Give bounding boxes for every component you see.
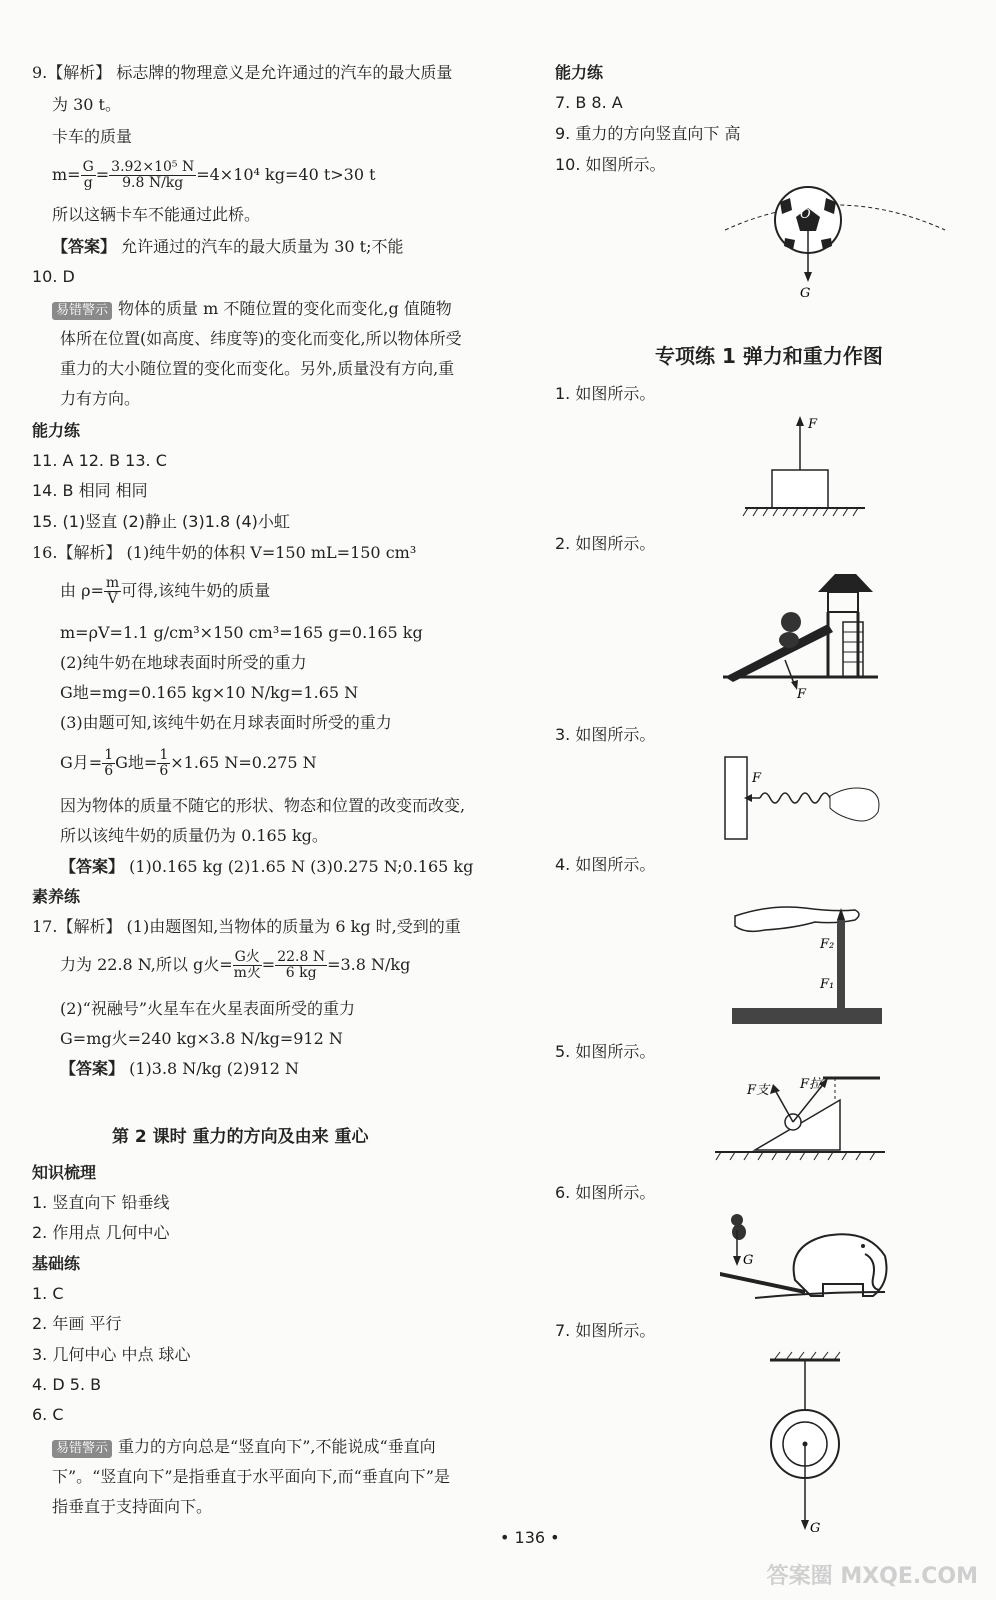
q16-line8: 因为物体的质量不随它的形状、物态和位置的改变而改变, [60,796,466,815]
ability-title: 能力练 [32,421,81,440]
q11-13: 11. A 12. B 13. C [32,451,167,470]
answer-10: 10. 如图所示。 [555,155,666,174]
q17-line3: (2)“祝融号”火星车在火星表面所受的重力 [60,999,356,1018]
q16-line5: G地=mg=0.165 kg×10 N/kg=1.65 N [60,683,359,702]
q9-answer: 【答案】 允许通过的汽车的最大质量为 30 t;不能 [52,237,404,256]
q9-line5: 所以这辆卡车不能通过此桥。 [52,205,261,224]
warn1-line3: 重力的大小随位置的变化而变化。另外,质量没有方向,重 [60,359,455,378]
q16-answer: 【答案】 (1)0.165 kg (2)1.65 N (3)0.275 N;0.165 kg [60,857,474,876]
q16-line2: 由 ρ= $\frac{m}{V}$ 可得,该纯牛奶的质量 [60,575,271,607]
label-F2: F₂ [820,937,835,952]
q9-formula: m= $\frac{G}{g}$ = $\frac{\text{3.92×10⁵ N}}{9.8 N/kg}$ =4×10⁴ kg=40 t>30 t [52,159,376,191]
basic-title: 基础练 [32,1254,81,1273]
item-1: 1. 如图所示。 [555,384,656,403]
right-ability-title: 能力练 [555,63,604,82]
basic-3: 3. 几何中心 中点 球心 [32,1345,191,1364]
q16-line7: G月= $\frac{1}{6}$ G地= $\frac{1}{6}$ ×1.65 N=0.275 N [60,747,317,779]
q9-line3: 卡车的质量 [52,127,133,146]
q15: 15. (1)竖直 (2)静止 (3)1.8 (4)小虹 [32,512,290,531]
block-on-ground-figure [740,412,940,522]
label-G: G [743,1253,754,1268]
label-F: F [752,771,762,786]
q16-line1: 16.【解析】 (1)纯牛奶的体积 V=150 mL=150 cm³ [32,543,417,562]
warn-badge: 易错警示 [52,302,112,320]
label-F: F [797,687,807,702]
warn-badge: 易错警示 [52,1440,112,1458]
knowledge-title: 知识梳理 [32,1163,97,1182]
q9-line2: 为 30 t。 [52,95,121,114]
hanging-disc-figure [760,1350,870,1540]
q17-line2: 力为 22.8 N,所以 g火= $\frac{\text{G火}}{\text{m火}}$ = $\frac{22.8 N}{6 kg}$ =3.8 N/kg [60,949,411,981]
q17-answer: 【答案】 (1)3.8 N/kg (2)912 N [60,1059,300,1078]
literacy-title: 素养练 [32,887,81,906]
q16-line3: m=ρV=1.1 g/cm³×150 cm³=165 g=0.165 kg [60,623,423,642]
item-7: 7. 如图所示。 [555,1321,656,1340]
label-Fla: F拉 [800,1077,823,1092]
label-F: F [808,417,818,432]
pencil-hand-figure [730,880,910,1026]
item-4: 4. 如图所示。 [555,855,656,874]
q17-line1: 17.【解析】 (1)由题图知,当物体的质量为 6 kg 时,受到的重 [32,917,461,936]
section-title: 专项练 1 弹力和重力作图 [655,344,883,368]
knowledge-1: 1. 竖直向下 铅垂线 [32,1193,170,1212]
watermark: 答案圈 MXQE.COM [766,1564,978,1589]
knowledge-2: 2. 作用点 几何中心 [32,1223,170,1242]
ball-incline-figure [715,1070,895,1165]
warn2-line3: 指垂直于支持面向下。 [52,1497,213,1516]
slide-figure [723,562,903,702]
spring-wall-figure [720,752,890,844]
answer-9: 9. 重力的方向竖直向下 高 [555,124,741,143]
item-2: 2. 如图所示。 [555,534,656,553]
label-F1: F₁ [820,977,835,992]
warn1-line4: 力有方向。 [60,389,141,408]
label-Fzhi: F支 [747,1083,770,1098]
label-G: G [800,286,811,300]
item-5: 5. 如图所示。 [555,1042,656,1061]
q16-line4: (2)纯牛奶在地球表面时所受的重力 [60,653,307,672]
q9-line1: 9.【解析】 标志牌的物理意义是允许通过的汽车的最大质量 [32,63,453,82]
lesson2-title: 第 2 课时 重力的方向及由来 重心 [112,1127,369,1147]
q10: 10. D [32,267,75,286]
item-6: 6. 如图所示。 [555,1183,656,1202]
basic-6: 6. C [32,1405,64,1424]
basic-2: 2. 年画 平行 [32,1314,122,1333]
q14: 14. B 相同 相同 [32,481,148,500]
basic-4-5: 4. D 5. B [32,1375,102,1394]
q17-line4: G=mg火=240 kg×3.8 N/kg=912 N [60,1029,343,1048]
warn2-line2: 下”。“竖直向下”是指垂直于水平面向下,而“垂直向下”是 [52,1467,450,1486]
warn1-line1: 易错警示 物体的质量 m 不随位置的变化而变化,g 值随物 [52,298,452,320]
elephant-seesaw-figure [715,1210,895,1305]
item-3: 3. 如图所示。 [555,725,656,744]
q16-line9: 所以该纯牛奶的质量仍为 0.165 kg。 [60,826,328,845]
soccer-ball-figure [720,180,950,300]
q16-line6: (3)由题可知,该纯牛奶在月球表面时所受的重力 [60,713,392,732]
label-G: G [810,1521,821,1536]
answers-7-8: 7. B 8. A [555,93,623,112]
label-O: O [800,207,811,222]
warn2-line1: 易错警示 重力的方向总是“竖直向下”,不能说成“垂直向 [52,1436,436,1458]
basic-1: 1. C [32,1284,64,1303]
warn1-line2: 体所在位置(如高度、纬度等)的变化而变化,所以物体所受 [60,329,462,348]
page-number: • 136 • [500,1528,560,1547]
